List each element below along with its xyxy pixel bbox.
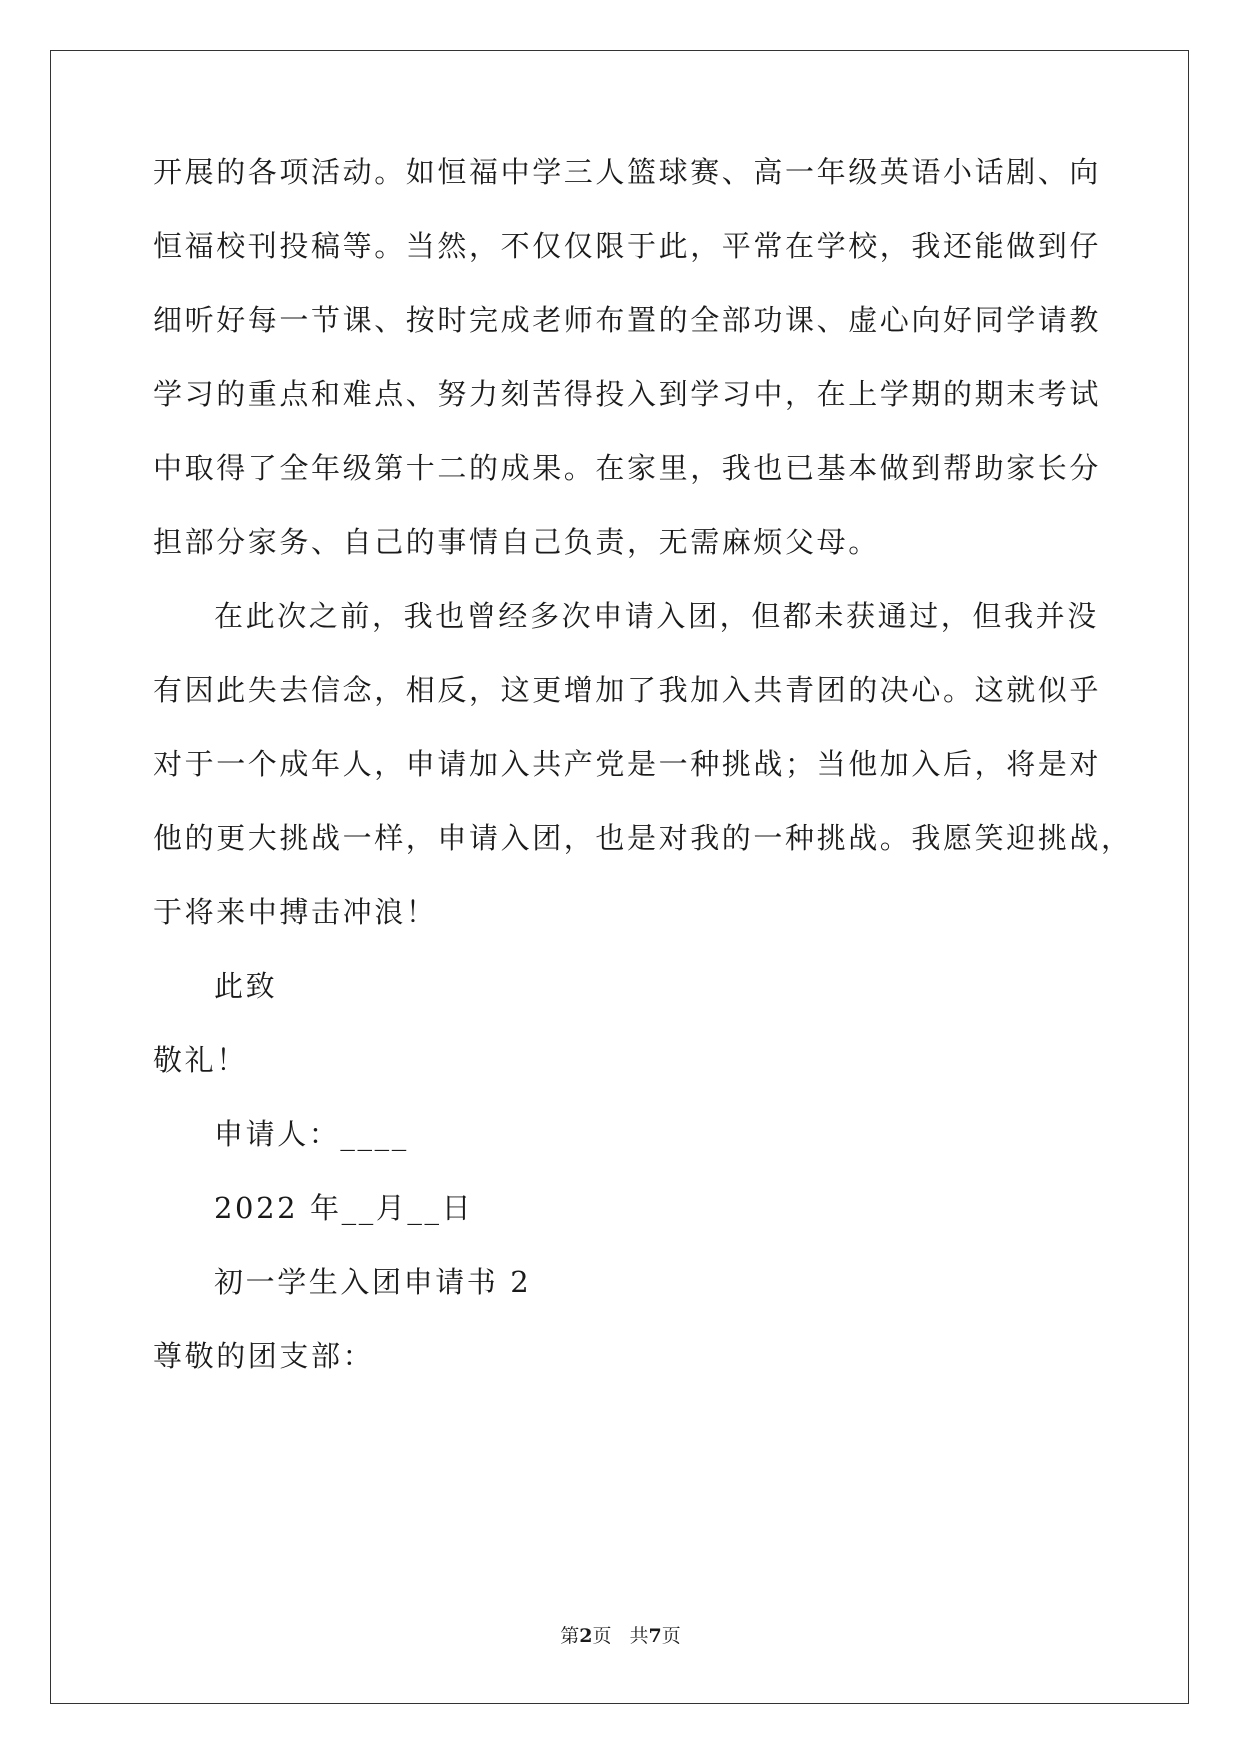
footer-page-suffix: 页 bbox=[592, 1625, 612, 1647]
body-line-11: 于将来中搏击冲浪！ bbox=[153, 895, 438, 929]
body-line-5: 中取得了全年级第十二的成果。在家里，我也已基本做到帮助家长分 bbox=[153, 451, 1102, 485]
body-line-10: 他的更大挑战一样，申请入团，也是对我的一种挑战。我愿笑迎挑战， bbox=[153, 821, 1133, 855]
footer-total-prefix: 共 bbox=[629, 1625, 649, 1647]
body-line-9: 对于一个成年人，申请加入共产党是一种挑战；当他加入后，将是对 bbox=[153, 747, 1102, 781]
footer-page-number: 2 bbox=[579, 1625, 593, 1647]
applicant-signature: 申请人：____ bbox=[214, 1117, 409, 1151]
body-line-7: 在此次之前，我也曾经多次申请入团，但都未获通过，但我并没 bbox=[214, 599, 1099, 633]
page-footer bbox=[0, 1624, 1241, 1648]
body-line-6: 担部分家务、自己的事情自己负责，无需麻烦父母。 bbox=[153, 525, 880, 559]
page-frame bbox=[50, 50, 1189, 1704]
body-line-1: 开展的各项活动。如恒福中学三人篮球赛、高一年级英语小话剧、向 bbox=[153, 155, 1102, 189]
body-line-8: 有因此失去信念，相反，这更增加了我加入共青团的决心。这就似乎 bbox=[153, 673, 1102, 707]
date-line: 2022 年__月__日 bbox=[214, 1191, 474, 1225]
body-line-3: 细听好每一节课、按时完成老师布置的全部功课、虚心向好同学请教 bbox=[153, 303, 1102, 337]
closing-regards: 敬礼！ bbox=[153, 1043, 248, 1077]
body-line-4: 学习的重点和难点、努力刻苦得投入到学习中，在上学期的期末考试 bbox=[153, 377, 1102, 411]
footer-page-prefix: 第 bbox=[560, 1625, 580, 1647]
footer-total-suffix: 页 bbox=[661, 1625, 681, 1647]
closing-salutation: 此致 bbox=[214, 969, 278, 1003]
greeting-line: 尊敬的团支部： bbox=[153, 1339, 375, 1373]
body-line-2: 恒福校刊投稿等。当然，不仅仅限于此，平常在学校，我还能做到仔 bbox=[153, 229, 1102, 263]
footer-total-number: 7 bbox=[648, 1625, 662, 1647]
section-title: 初一学生入团申请书 2 bbox=[214, 1265, 532, 1299]
